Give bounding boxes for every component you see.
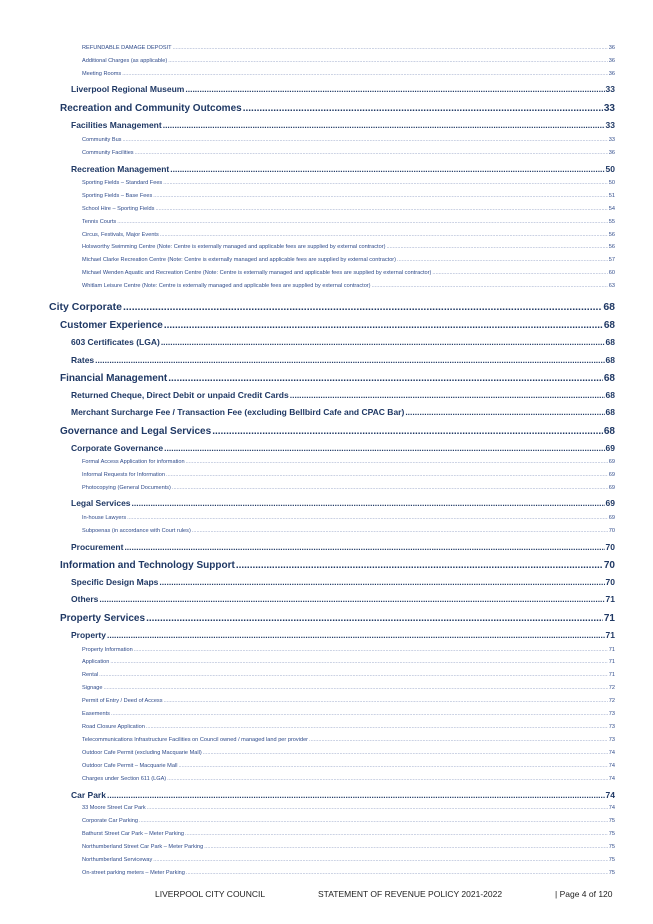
toc-entry-label: Northumberland Serviceway xyxy=(82,857,153,863)
toc-entry-page-number: 75 xyxy=(608,844,615,850)
toc-entry-page-number: 71 xyxy=(608,659,615,665)
toc-entry-page-number: 71 xyxy=(608,672,615,678)
toc-entry-label: Others xyxy=(71,594,99,604)
toc-entry-label: City Corporate xyxy=(49,301,122,313)
toc-entry-page-number: 33 xyxy=(605,120,615,130)
toc-entry-level-2[interactable] xyxy=(60,611,615,624)
toc-entry-page-number: 71 xyxy=(608,647,615,653)
toc-entry-level-3[interactable] xyxy=(71,442,615,453)
toc-entry-page-number: 70 xyxy=(605,542,615,552)
toc-entry-page-number: 36 xyxy=(608,58,615,64)
toc-entry-page-number: 68 xyxy=(603,426,615,437)
toc-dot-leader xyxy=(99,594,604,604)
toc-entry-level-4[interactable] xyxy=(82,178,615,186)
toc-entry-level-2[interactable] xyxy=(60,101,615,114)
toc-entry-page-number: 75 xyxy=(608,831,615,837)
toc-entry-page-number: 33 xyxy=(605,84,615,94)
toc-dot-leader xyxy=(164,443,604,453)
toc-entry-label: REFUNDABLE DAMAGE DEPOSIT xyxy=(82,45,172,51)
toc-entry-page-number: 73 xyxy=(608,724,615,730)
toc-entry-page-number: 71 xyxy=(603,613,615,624)
toc-dot-leader xyxy=(397,257,608,263)
toc-entry-page-number: 70 xyxy=(603,560,615,571)
toc-entry-label: Property Services xyxy=(60,613,146,624)
toc-entry-page-number: 74 xyxy=(608,805,615,811)
toc-dot-leader xyxy=(99,672,608,678)
toc-entry-page-number: 72 xyxy=(608,698,615,704)
toc-entry-page-number: 70 xyxy=(605,577,615,587)
toc-entry-level-4[interactable] xyxy=(82,281,615,289)
toc-dot-leader xyxy=(168,58,608,64)
toc-dot-leader xyxy=(166,472,608,478)
toc-entry-level-3[interactable] xyxy=(71,336,615,347)
toc-entry-label: Michael Wenden Aquatic and Recreation Centre (Note: Centre is externally managed and applicable fees are supplied by external contractor) xyxy=(82,270,432,276)
toc-entry-page-number: 69 xyxy=(608,472,615,478)
footer-document-title: STATEMENT OF REVENUE POLICY 2021-2022 xyxy=(318,889,503,899)
toc-dot-leader xyxy=(203,750,608,756)
toc-entry-label: Returned Cheque, Direct Debit or unpaid Credit Cards xyxy=(71,390,289,400)
toc-dot-leader xyxy=(170,164,604,174)
toc-entry-level-4[interactable] xyxy=(82,683,615,691)
toc-entry-page-number: 68 xyxy=(603,301,615,313)
toc-entry-page-number: 56 xyxy=(608,232,615,238)
toc-entry-label: Outdoor Cafe Permit (excluding Macquarie Mall) xyxy=(82,750,202,756)
toc-entry-label: On-street parking meters – Meter Parking xyxy=(82,870,185,876)
toc-entry-level-4[interactable] xyxy=(82,483,615,491)
toc-dot-leader xyxy=(127,515,608,521)
toc-entry-label: Car Park xyxy=(71,790,106,800)
toc-entry-label: In-house Lawyers xyxy=(82,515,127,521)
toc-entry-label: Informal Requests for Information xyxy=(82,472,166,478)
toc-dot-leader xyxy=(204,844,608,850)
toc-dot-leader xyxy=(173,45,608,51)
toc-dot-leader xyxy=(107,790,605,800)
toc-entry-label: Financial Management xyxy=(60,373,168,384)
toc-entry-label: Community Bus xyxy=(82,137,122,143)
toc-entry-level-4[interactable] xyxy=(82,855,615,863)
toc-entry-level-4[interactable] xyxy=(82,268,615,276)
toc-entry-page-number: 69 xyxy=(608,459,615,465)
toc-entry-level-4[interactable] xyxy=(82,842,615,850)
toc-entry-label: Procurement xyxy=(71,542,124,552)
toc-entry-page-number: 60 xyxy=(608,270,615,276)
toc-entry-page-number: 55 xyxy=(608,219,615,225)
toc-entry-label: 33 Moore Street Car Park xyxy=(82,805,146,811)
footer-council: LIVERPOOL CITY COUNCIL xyxy=(155,889,266,899)
toc-entry-label: Corporate Car Parking xyxy=(82,818,138,824)
toc-dot-leader xyxy=(153,193,607,199)
toc-dot-leader xyxy=(147,805,608,811)
toc-entry-level-4[interactable] xyxy=(82,255,615,263)
toc-entry-label: Application xyxy=(82,659,110,665)
toc-entry-page-number: 68 xyxy=(605,355,615,365)
toc-entry-page-number: 68 xyxy=(603,373,615,384)
toc-entry-page-number: 74 xyxy=(608,750,615,756)
toc-dot-leader xyxy=(372,283,608,289)
toc-dot-leader xyxy=(132,498,605,508)
toc-entry-level-2[interactable] xyxy=(60,558,615,571)
toc-entry-page-number: 72 xyxy=(608,685,615,691)
toc-entry-level-4[interactable] xyxy=(82,217,615,225)
toc-dot-leader xyxy=(139,818,608,824)
toc-entry-label: Facilities Management xyxy=(71,120,162,130)
toc-entry-level-3[interactable] xyxy=(71,629,615,640)
footer-page-number: | Page 4 of 120 xyxy=(555,889,613,899)
toc-entry-level-3[interactable] xyxy=(71,406,615,417)
toc-entry-page-number: 68 xyxy=(605,337,615,347)
toc-entry-label: Subpoenas (in accordance with Court rules) xyxy=(82,528,191,534)
toc-entry-level-1[interactable] xyxy=(49,299,615,313)
toc-entry-page-number: 74 xyxy=(605,790,615,800)
toc-entry-page-number: 75 xyxy=(608,857,615,863)
toc-entry-level-3[interactable] xyxy=(71,541,615,552)
toc-entry-label: Community Facilities xyxy=(82,150,134,156)
toc-entry-page-number: 74 xyxy=(608,763,615,769)
toc-entry-label: Specific Design Maps xyxy=(71,577,159,587)
toc-entry-label: Telecommunications Infrastructure Facilities on Council owned / managed land per provider xyxy=(82,737,309,743)
toc-dot-leader xyxy=(117,219,608,225)
toc-entry-level-4[interactable] xyxy=(82,43,615,51)
toc-entry-page-number: 71 xyxy=(605,630,615,640)
toc-dot-leader xyxy=(146,724,608,730)
toc-entry-label: Permit of Entry / Deed of Access xyxy=(82,698,163,704)
toc-entry-level-4[interactable] xyxy=(82,829,615,837)
toc-entry-level-3[interactable] xyxy=(71,163,615,174)
toc-entry-label: Northumberland Street Car Park – Meter Parking xyxy=(82,844,204,850)
toc-entry-label: Signage xyxy=(82,685,103,691)
toc-entry-level-4[interactable] xyxy=(82,69,615,77)
toc-entry-label: Recreation and Community Outcomes xyxy=(60,103,242,114)
toc-dot-leader xyxy=(110,659,607,665)
toc-dot-leader xyxy=(160,232,608,238)
toc-dot-leader xyxy=(155,206,607,212)
toc-entry-label: Rates xyxy=(71,355,95,365)
toc-dot-leader xyxy=(146,613,603,624)
toc-dot-leader xyxy=(159,577,604,587)
toc-dot-leader xyxy=(122,71,608,77)
toc-dot-leader xyxy=(164,698,608,704)
toc-dot-leader xyxy=(386,244,607,250)
toc-entry-level-4[interactable] xyxy=(82,230,615,238)
toc-entry-label: Customer Experience xyxy=(60,320,163,331)
toc-entry-label: Recreation Management xyxy=(71,164,170,174)
toc-dot-leader xyxy=(243,103,603,114)
toc-entry-level-4[interactable] xyxy=(82,735,615,743)
toc-entry-page-number: 50 xyxy=(608,180,615,186)
toc-dot-leader xyxy=(163,180,608,186)
toc-dot-leader xyxy=(178,763,607,769)
toc-dot-leader xyxy=(405,407,604,417)
toc-entry-label: Additional Charges (as applicable) xyxy=(82,58,168,64)
toc-dot-leader xyxy=(123,301,602,313)
toc-entry-level-4[interactable] xyxy=(82,470,615,478)
toc-entry-label: Legal Services xyxy=(71,498,131,508)
toc-entry-level-4[interactable] xyxy=(82,816,615,824)
toc-entry-page-number: 33 xyxy=(608,137,615,143)
toc-entry-label: Merchant Surcharge Fee / Transaction Fee (excluding Bellbird Cafe and CPAC Bar) xyxy=(71,407,405,417)
toc-entry-level-4[interactable] xyxy=(82,457,615,465)
toc-dot-leader xyxy=(134,647,608,653)
toc-dot-leader xyxy=(432,270,607,276)
toc-entry-label: Meeting Rooms xyxy=(82,71,122,77)
toc-entry-label: 603 Certificates (LGA) xyxy=(71,337,160,347)
toc-entry-level-3[interactable] xyxy=(71,593,615,604)
toc-dot-leader xyxy=(163,120,605,130)
toc-entry-page-number: 68 xyxy=(605,407,615,417)
toc-entry-level-4[interactable] xyxy=(82,774,615,782)
toc-entry-level-3[interactable] xyxy=(71,389,615,400)
toc-entry-level-4[interactable] xyxy=(82,191,615,199)
toc-entry-page-number: 69 xyxy=(605,498,615,508)
toc-entry-level-4[interactable] xyxy=(82,761,615,769)
toc-entry-level-4[interactable] xyxy=(82,709,615,717)
toc-entry-level-4[interactable] xyxy=(82,148,615,156)
toc-entry-page-number: 73 xyxy=(608,737,615,743)
toc-dot-leader xyxy=(236,560,603,571)
toc-entry-label: Governance and Legal Services xyxy=(60,426,212,437)
toc-entry-level-4[interactable] xyxy=(82,135,615,143)
toc-entry-label: Easements xyxy=(82,711,110,717)
toc-entry-page-number: 50 xyxy=(605,164,615,174)
toc-entry-label: Road Closure Application xyxy=(82,724,145,730)
toc-dot-leader xyxy=(185,84,604,94)
toc-dot-leader xyxy=(192,528,608,534)
toc-entry-page-number: 36 xyxy=(608,45,615,51)
toc-dot-leader xyxy=(95,355,604,365)
toc-entry-label: Photocopying (General Documents) xyxy=(82,485,171,491)
toc-dot-leader xyxy=(153,857,608,863)
toc-entry-page-number: 63 xyxy=(608,283,615,289)
toc-entry-level-4[interactable] xyxy=(82,748,615,756)
toc-entry-level-3[interactable] xyxy=(71,83,615,94)
toc-entry-page-number: 36 xyxy=(608,150,615,156)
toc-dot-leader xyxy=(107,630,605,640)
toc-entry-label: Charges under Section 611 (LGA) xyxy=(82,776,167,782)
toc-entry-label: School Hire – Sporting Fields xyxy=(82,206,155,212)
toc-dot-leader xyxy=(186,459,608,465)
toc-entry-level-3[interactable] xyxy=(71,576,615,587)
toc-entry-level-2[interactable] xyxy=(60,318,615,331)
toc-entry-label: Tennis Courts xyxy=(82,219,117,225)
toc-entry-level-4[interactable] xyxy=(82,645,615,653)
toc-dot-leader xyxy=(290,390,605,400)
toc-entry-page-number: 69 xyxy=(608,515,615,521)
toc-entry-label: Rental xyxy=(82,672,99,678)
toc-entry-label: Whitlam Leisure Centre (Note: Centre is externally managed and applicable fees are supplied by external contractor) xyxy=(82,283,371,289)
toc-entry-page-number: 73 xyxy=(608,711,615,717)
toc-entry-page-number: 57 xyxy=(608,257,615,263)
toc-entry-level-4[interactable] xyxy=(82,803,615,811)
toc-entry-page-number: 33 xyxy=(603,103,615,114)
toc-dot-leader xyxy=(185,831,608,837)
toc-entry-label: Michael Clarke Recreation Centre (Note: Centre is externally managed and applicable fees are supplied by external contractor) xyxy=(82,257,397,263)
toc-dot-leader xyxy=(161,337,605,347)
toc-entry-page-number: 69 xyxy=(605,443,615,453)
toc-entry-label: Information and Technology Support xyxy=(60,560,235,571)
toc-entry-page-number: 74 xyxy=(608,776,615,782)
toc-dot-leader xyxy=(309,737,608,743)
toc-dot-leader xyxy=(111,711,608,717)
toc-dot-leader xyxy=(168,373,603,384)
toc-dot-leader xyxy=(122,137,607,143)
toc-entry-label: Outdoor Cafe Permit – Macquarie Mall xyxy=(82,763,178,769)
toc-entry-level-4[interactable] xyxy=(82,868,615,876)
toc-entry-label: Bathurst Street Car Park – Meter Parking xyxy=(82,831,184,837)
toc-entry-page-number: 75 xyxy=(608,870,615,876)
toc-entry-level-4[interactable] xyxy=(82,513,615,521)
toc-dot-leader xyxy=(172,485,608,491)
toc-entry-label: Formal Access Application for information xyxy=(82,459,185,465)
page-footer xyxy=(0,889,653,903)
toc-entry-page-number: 56 xyxy=(608,244,615,250)
toc-entry-level-4[interactable] xyxy=(82,204,615,212)
toc-entry-page-number: 70 xyxy=(608,528,615,534)
toc-entry-label: Sporting Fields – Base Fees xyxy=(82,193,153,199)
toc-entry-page-number: 71 xyxy=(605,594,615,604)
toc-entry-level-2[interactable] xyxy=(60,371,615,384)
toc-entry-level-3[interactable] xyxy=(71,119,615,130)
toc-entry-level-4[interactable] xyxy=(82,696,615,704)
toc-entry-label: Corporate Governance xyxy=(71,443,164,453)
toc-entry-label: Liverpool Regional Museum xyxy=(71,84,185,94)
toc-entry-page-number: 75 xyxy=(608,818,615,824)
toc-entry-level-3[interactable] xyxy=(71,354,615,365)
toc-entry-label: Property Information xyxy=(82,647,133,653)
toc-entry-label: Circus, Festivals, Major Events xyxy=(82,232,159,238)
toc-dot-leader xyxy=(186,870,608,876)
toc-dot-leader xyxy=(164,320,603,331)
toc-entry-level-4[interactable] xyxy=(82,670,615,678)
toc-entry-level-3[interactable] xyxy=(71,789,615,800)
toc-entry-level-4[interactable] xyxy=(82,722,615,730)
toc-entry-page-number: 68 xyxy=(605,390,615,400)
toc-entry-page-number: 51 xyxy=(608,193,615,199)
toc-entry-page-number: 68 xyxy=(603,320,615,331)
toc-dot-leader xyxy=(135,150,608,156)
toc-entry-level-3[interactable] xyxy=(71,497,615,508)
toc-dot-leader xyxy=(167,776,608,782)
toc-entry-page-number: 54 xyxy=(608,206,615,212)
toc-entry-level-4[interactable] xyxy=(82,242,615,250)
toc-entry-page-number: 36 xyxy=(608,71,615,77)
toc-dot-leader xyxy=(104,685,608,691)
toc-entry-level-4[interactable] xyxy=(82,657,615,665)
toc-entry-label: Property xyxy=(71,630,106,640)
toc-entry-level-2[interactable] xyxy=(60,424,615,437)
toc-entry-page-number: 69 xyxy=(608,485,615,491)
toc-dot-leader xyxy=(124,542,604,552)
toc-entry-level-4[interactable] xyxy=(82,56,615,64)
toc-dot-leader xyxy=(212,426,603,437)
toc-entry-level-4[interactable] xyxy=(82,526,615,534)
toc-entry-label: Sporting Fields – Standard Fees xyxy=(82,180,163,186)
toc-entry-label: Holsworthy Swimming Centre (Note: Centre is externally managed and applicable fees are supplied by external contractor) xyxy=(82,244,386,250)
